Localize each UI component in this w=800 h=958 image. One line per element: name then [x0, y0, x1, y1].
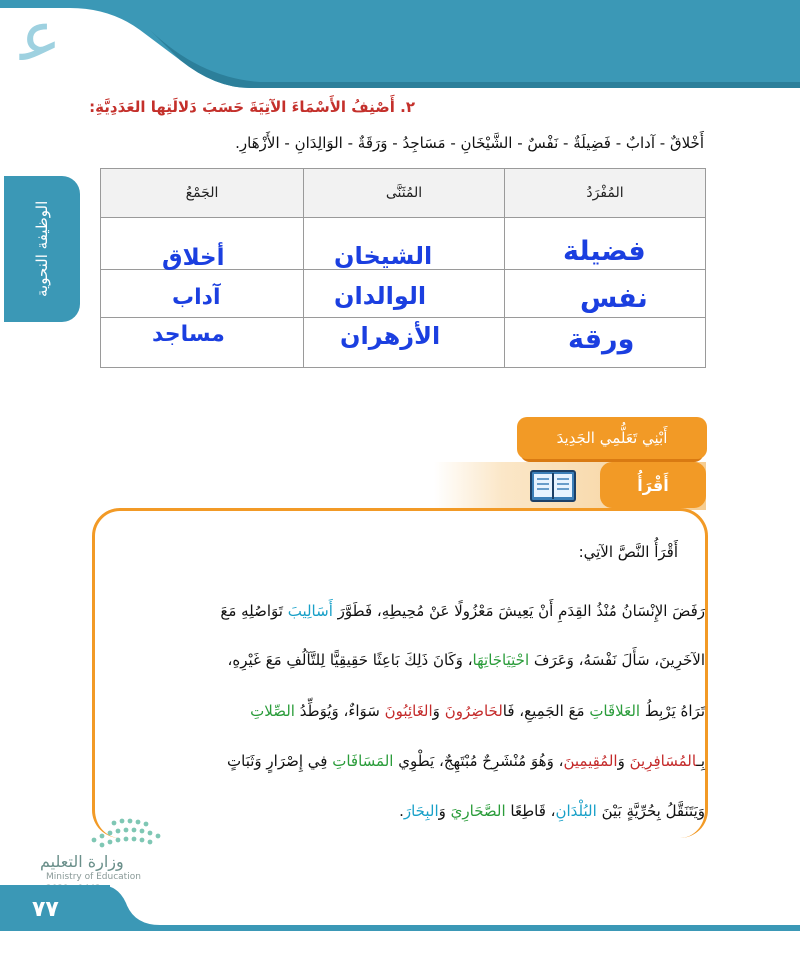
answer-singular-1: فضيلة — [563, 236, 646, 267]
ministry-logo-icon — [84, 812, 174, 852]
paragraph-line-5: وَيَتَنَقَّلُ بِحُرِّيَّةٍ بَيْنَ البُلْدَانِ، قَاطِعًا الصَّحَارِيَ وَالبِحَارَ. — [399, 802, 705, 820]
answer-plural-2: آداب — [172, 285, 221, 310]
word-list: أَخْلاقٌ - آدابٌ - فَضِيلَةٌ - نَفْسٌ - الشَّيْخَانِ - مَسَاجِدُ - وَرَقَةٌ - الوَالِدَانِ - الأَزْهَارِ. — [235, 134, 704, 152]
answer-singular-3: ورقة — [568, 324, 635, 355]
answer-dual-3: الأزهران — [340, 322, 441, 350]
answer-dual-2: الوالدان — [334, 282, 427, 310]
answer-plural-3: مساجد — [152, 322, 225, 347]
read-tab: أَقْرَأُ — [600, 462, 706, 508]
paragraph-line-4: بِـالمُسَافِرِينَ وَالمُقِيمِينَ، وَهُوَ مُنْشَرِحٌ مُبْتَهِجٌ، يَطْوِي المَسَافَاتِ فِي إِصْرَارٍ وَثَبَاتٍ — [227, 752, 705, 770]
paragraph-line-3: تَرَاهُ يَرْبِطُ العَلاقَاتِ مَعَ الجَمِيعِ، فَالحَاضِرُونَ وَالغَائِبُونَ سَوَاءٌ، وَيُوَطِّدُ الصِّلاتِ — [250, 702, 705, 720]
paragraph-line-2: الآخَرِينَ، سَأَلَ نَفْسَهُ، وَعَرَفَ احْتِيَاجَاتِهَا، وَكَانَ ذَلِكَ بَاعِثًا حَقِيقِيًّا لِلتَّآلُفِ مَعَ غَيْرِهِ، — [227, 651, 705, 669]
side-tab-label: الوظيفة النحوية — [33, 200, 51, 298]
ministry-name-en: Ministry of Education — [46, 872, 141, 882]
exercise-title: ٢. أَصْنِفُ الأَسْمَاءَ الآتِيَةَ حَسَبَ دَلالَتِها العَدَدِيَّةِ: — [89, 98, 415, 116]
answer-singular-2: نفس — [580, 283, 648, 314]
page-number: ٧٧ — [32, 897, 59, 922]
bottom-bar — [0, 885, 800, 931]
paragraph-line-1: رَفَضَ الإِنْسَانُ مُنْذُ القِدَمِ أَنْ يَعِيشَ مَعْزُولًا عَنْ مُحِيطِهِ، فَطَوَّرَ أَسَالِيبَ تَوَاصُلِهِ مَعَ — [220, 602, 705, 620]
header-dual: المُثَنَّى — [304, 169, 504, 217]
reading-prompt: أَقْرَأُ النَّصَّ الآتِي: — [578, 543, 678, 561]
answer-dual-1: الشيخان — [334, 242, 433, 270]
book-icon — [530, 470, 576, 502]
header-singular: المُفْرَدُ — [505, 169, 705, 217]
svg-text:ﻋ: ﻋ — [20, 0, 62, 77]
ministry-name-ar: وزارة التعليم — [40, 852, 124, 871]
answer-plural-1: أخلاق — [162, 245, 225, 271]
header-plural: الجَمْعُ — [101, 169, 303, 217]
top-banner — [0, 0, 800, 96]
learn-header: أَبْنِي تَعَلُّمِي الجَدِيدَ — [517, 417, 707, 459]
